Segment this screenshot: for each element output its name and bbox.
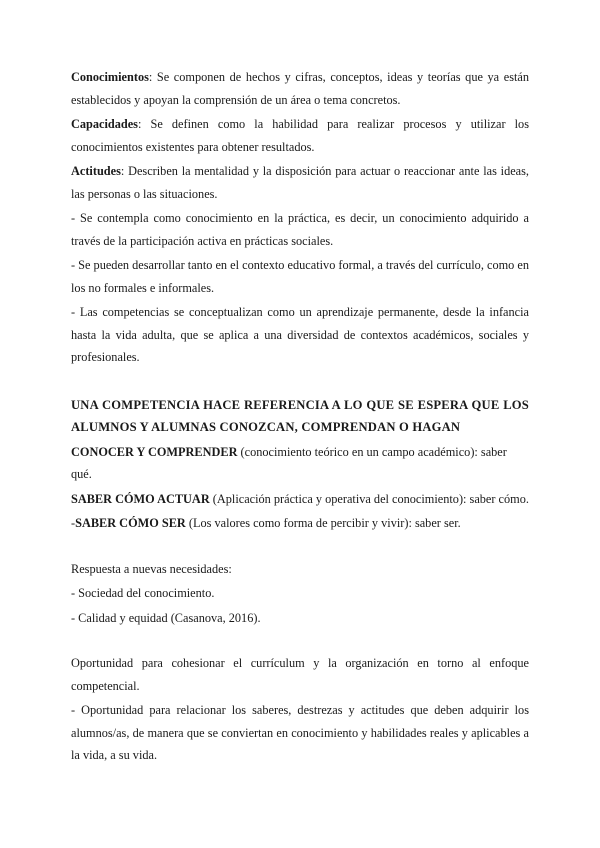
needs-item: - Sociedad del conocimiento. xyxy=(71,586,215,600)
opportunity-intro: Oportunidad para cohesionar el currículum y la organización en torno al enfoque competencial. xyxy=(71,656,529,693)
opportunity-item: - Oportunidad para relacionar los saberes, destrezas y actitudes que deben adquirir los alumnos/as, de manera que se conviertan en conocimiento y habilidades reales y aplicables a la vida, a su vida. xyxy=(71,703,529,762)
knowing-text: (Aplicación práctica y operativa del conocimiento): saber cómo. xyxy=(209,491,529,506)
definition-term: Capacidades xyxy=(71,117,138,131)
definition-text: : Se componen de hechos y cifras, conceptos, ideas y teorías que ya están establecidos y apoyan la comprensión de un área o tema concretos. xyxy=(71,70,529,107)
document-page xyxy=(71,66,529,767)
needs-title: Respuesta a nuevas necesidades: xyxy=(71,561,232,576)
definition-text: : Se definen como la habilidad para realizar procesos y utilizar los conocimientos existentes para obtener resultados. xyxy=(71,117,529,154)
knowing-text: (conocimiento teórico en un campo académico): saber qué. xyxy=(71,444,507,481)
knowing-bold: CONOCER Y COMPRENDER xyxy=(71,444,238,459)
knowing-text: (Los valores como forma de percibir y vivir): saber ser. xyxy=(185,516,461,530)
needs-item: - Calidad y equidad (Casanova, 2016). xyxy=(71,610,261,625)
knowing-item-ser xyxy=(71,512,529,535)
knowing-bold: SABER CÓMO SER xyxy=(75,516,186,530)
bullet-item: - Se pueden desarrollar tanto en el contexto educativo formal, a través del currículo, como en los no formales e informales. xyxy=(71,258,529,295)
definition-capacidades xyxy=(71,113,529,158)
bullet-item: - Se contempla como conocimiento en la práctica, es decir, un conocimiento adquirido a través de la participación activa en prácticas sociales. xyxy=(71,211,529,248)
knowing-bold: SABER CÓMO ACTUAR xyxy=(71,491,210,506)
bullet-item: - Las competencias se conceptualizan como un aprendizaje permanente, desde la infancia hasta la vida adulta, que se aplica a una diversidad de contextos académicos, sociales y profesionales. xyxy=(71,305,529,364)
knowing-prefix: - xyxy=(71,516,76,530)
competence-heading: UNA COMPETENCIA HACE REFERENCIA A LO QUE SE ESPERA QUE LOS ALUMNOS Y ALUMNAS CONOZCAN, COMPRENDAN O HAGAN xyxy=(71,397,529,434)
definition-text: : Describen la mentalidad y la disposición para actuar o reaccionar ante las ideas, las personas o las situaciones. xyxy=(71,164,529,201)
definition-actitudes xyxy=(71,160,529,205)
definition-term: Actitudes xyxy=(71,164,121,178)
definition-conocimientos xyxy=(71,66,529,111)
definition-term: Conocimientos xyxy=(71,70,149,84)
knowing-item-actuar xyxy=(71,488,529,511)
knowing-item-conocer xyxy=(71,441,529,486)
